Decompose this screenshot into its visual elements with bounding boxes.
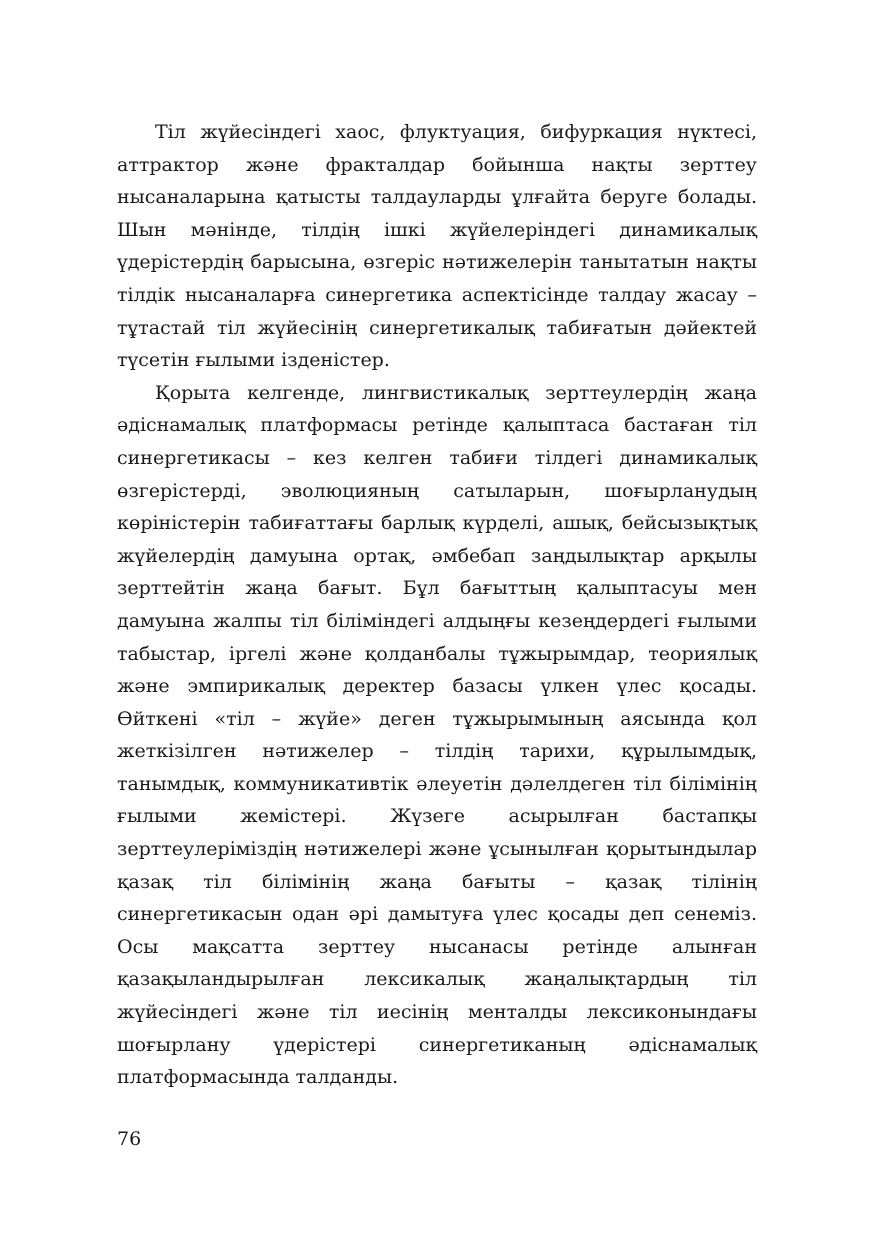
paragraph-1: Тіл жүйесіндегі хаос, флуктуация, бифуркация нүктесі, аттрактор және фракталдар бойынша нақты зерттеу нысаналарына қатысты талдауларды ұлғайта беруге болады. Шын мәнінде, тілдің ішкі жүйелеріндегі динамикалық үдерістердің барысына, өзгеріс нәтижелерін танытатын нақты тілдік нысаналарға синергетика аспектісінде талдау жасау – тұтастай тіл жүйесінің синергетикалық табиғатын дәйектей түсетін ғылыми ізденістер.: [117, 121, 757, 372]
paragraph-2: Қорыта келгенде, лингвистикалық зерттеулердің жаңа әдіснамалық платформасы ретінде қалыптаса бастаған тіл синергетикасы – кез келген табиғи тілдегі динамикалық өзгерістерді, эволюцияның сатыларын, шоғырланудың көрінiстерін табиғаттағы барлық күрделі, ашық, бейсызықтық жүйелердің дамуына ортақ, әмбебап заңдылықтар арқылы зерттейтін жаңа бағыт. Бұл бағыттың қалыптасуы мен дамуына жалпы тіл біліміндегі алдыңғы кезеңдердегі ғылыми табыстар, іргелі және қолданбалы тұжырымдар, теориялық және эмпирикалық деректер базасы үлкен үлес қосады. Өйткені «тіл – жүйе» деген тұжырымының аясында қол жеткізілген нәтижелер – тілдің тарихи, құрылымдық, танымдық, коммуникативтік әлеуетін дәлелдеген тіл білімінің ғылыми жемістері. Жүзеге асырылған бастапқы зерттеулеріміздің нәтижелері және ұсынылған қорытындылар қазақ тіл білімінің жаңа бағыты – қазақ тілінің синергетикасын одан әрі дамытуға үлес қосады деп сенеміз. Осы мақсатта зерттеу нысанасы ретінде алынған қазақыландырылған лексикалық жаңалықтардың тіл жүйесіндегі және тіл иесінің менталды лексиконындағы шоғырлану үдерістері синергетиканың әдіснамалық платформасында талданды.: [117, 381, 757, 1089]
body-text: [117, 116, 757, 1094]
page-number: 76: [117, 1128, 142, 1150]
